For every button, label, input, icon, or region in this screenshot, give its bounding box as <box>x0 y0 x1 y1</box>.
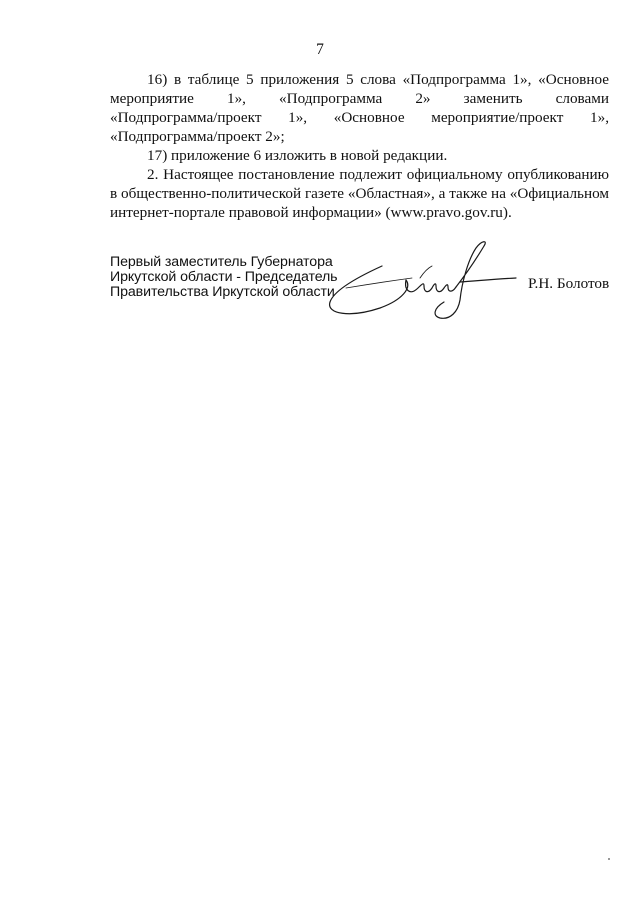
signatory-title-line-2: Иркутской области - Председатель <box>110 269 338 285</box>
item-2-line-1: 2. Настоящее постановление подлежит официальному опубликованию <box>147 166 609 183</box>
item-16-line-3: «Подпрограмма/проект 1», «Основное мероприятие/проект 1», <box>110 109 609 126</box>
item-16-line-1: 16) в таблице 5 приложения 5 слова «Подпрограмма 1», «Основное <box>147 71 609 88</box>
handwritten-signature <box>320 238 530 328</box>
document-body <box>110 70 609 222</box>
signatory-title-line-1: Первый заместитель Губернатора <box>110 254 333 270</box>
item-2-line-2: в общественно-политической газете «Областная», а также на «Официальном <box>110 185 609 202</box>
signatory-title-line-3: Правительства Иркутской области <box>110 284 335 300</box>
signatory-title <box>110 255 337 300</box>
item-2-line-3: интернет-портале правовой информации» (www.pravo.gov.ru). <box>110 204 512 221</box>
paragraph-item-2 <box>110 165 609 222</box>
paragraph-item-17: 17) приложение 6 изложить в новой редакции. <box>147 147 448 164</box>
item-16-line-4: «Подпрограмма/проект 2»; <box>110 128 285 145</box>
signer-name: Р.Н. Болотов <box>528 275 610 292</box>
page-number: 7 <box>316 41 324 58</box>
paragraph-item-16 <box>110 70 609 146</box>
item-16-line-2: мероприятие 1», «Подпрограмма 2» заменить словами <box>110 90 609 107</box>
scan-speck <box>608 858 610 860</box>
